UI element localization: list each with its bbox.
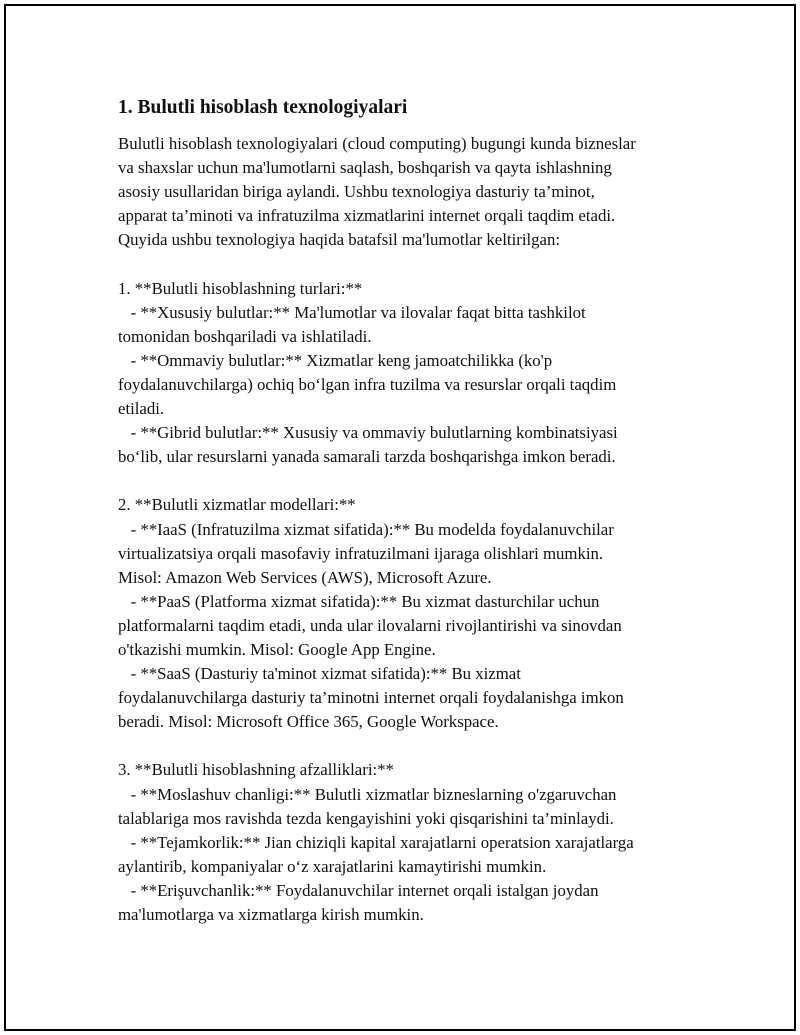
intro-line: Bulutli hisoblash texnologiyalari (cloud computing) bugungi kunda bizneslar: [118, 134, 636, 153]
section-line: platformalarni taqdim etadi, unda ular ilovalarni rivojlantirishi va sinovdan: [118, 615, 622, 635]
section-line: o'tkazishi mumkin. Misol: Google App Engine.: [118, 639, 436, 659]
section-line: bo‘lib, ular resurslarni yanada samarali tarzda boshqarishga imkon beradi.: [118, 447, 616, 467]
section-line: tomonidan boshqariladi va ishlatiladi.: [118, 326, 372, 346]
section-line: ma'lumotlarga va xizmatlarga kirish mumkin.: [118, 905, 424, 924]
section-cloud-types: [118, 277, 708, 470]
section-line: - **IaaS (Infratuzilma xizmat sifatida):** Bu modelda foydalanuvchilar: [118, 519, 614, 539]
section-line: - **Erişuvchanlik:** Foydalanuvchilar internet orqali istalgan joydan: [118, 880, 599, 900]
intro-line: asosiy usullaridan biriga aylandi. Ushbu texnologiya dasturiy ta’minot,: [118, 182, 595, 202]
section-line: etiladi.: [118, 399, 165, 419]
section-line: - **Ommaviy bulutlar:** Xizmatlar keng jamoatchilikka (ko'p: [118, 350, 553, 370]
section-line: foydalanuvchilarga dasturiy ta’minotni internet orqali foydalanishga imkon: [118, 688, 624, 708]
intro-line: apparat ta’minoti va infratuzilma xizmatlarini internet orqali taqdim etadi.: [118, 206, 616, 226]
section-heading: 1. **Bulutli hisoblashning turlari:**: [118, 278, 363, 298]
section-line: beradi. Misol: Microsoft Office 365, Google Workspace.: [118, 712, 499, 732]
intro-paragraph: [118, 132, 708, 252]
section-line: foydalanuvchilarga) ochiq bo‘lgan infra tuzilma va resurslar orqali taqdim: [118, 374, 617, 394]
document-content: [118, 94, 708, 927]
intro-line: va shaxslar uchun ma'lumotlarni saqlash, boshqarish va qayta ishlashning: [118, 158, 612, 178]
section-heading: 3. **Bulutli hisoblashning afzalliklari:**: [118, 760, 394, 780]
document-title: 1. Bulutli hisoblash texnologiyalari: [118, 97, 408, 118]
section-line: - **PaaS (Platforma xizmat sifatida):** Bu xizmat dasturchilar uchun: [118, 591, 600, 611]
intro-line: Quyida ushbu texnologiya haqida batafsil ma'lumotlar keltirilgan:: [118, 230, 561, 250]
document-page: [4, 4, 796, 1031]
section-service-models: [118, 493, 708, 734]
section-line: - **Moslashuv chanligi:** Bulutli xizmatlar bizneslarning o'zgaruvchan: [118, 784, 617, 804]
paragraph-gap: [118, 469, 708, 493]
section-line: talablariga mos ravishda tezda kengayishini yoki qisqarishini ta’minlaydi.: [118, 808, 614, 828]
section-line: - **Tejamkorlik:** Jian chiziqli kapital xarajatlarni operatsion xarajatlarga: [118, 832, 634, 852]
section-heading: 2. **Bulutli xizmatlar modellari:**: [118, 495, 356, 515]
paragraph-gap: [118, 734, 708, 758]
section-line: Misol: Amazon Web Services (AWS), Microsoft Azure.: [118, 567, 492, 587]
paragraph-gap: [118, 252, 708, 276]
section-line: virtualizatsiya orqali masofaviy infratuzilmani ijaraga olishlari mumkin.: [118, 543, 604, 563]
section-line: aylantirib, kompaniyalar o‘z xarajatlarini kamaytirishi mumkin.: [118, 856, 547, 876]
section-line: - **Gibrid bulutlar:** Xususiy va ommaviy bulutlarning kombinatsiyasi: [118, 423, 618, 443]
section-line: - **SaaS (Dasturiy ta'minot xizmat sifatida):** Bu xizmat: [118, 664, 521, 684]
section-line: - **Xususiy bulutlar:** Ma'lumotlar va ilovalar faqat bitta tashkilot: [118, 302, 586, 322]
section-advantages: [118, 758, 708, 927]
